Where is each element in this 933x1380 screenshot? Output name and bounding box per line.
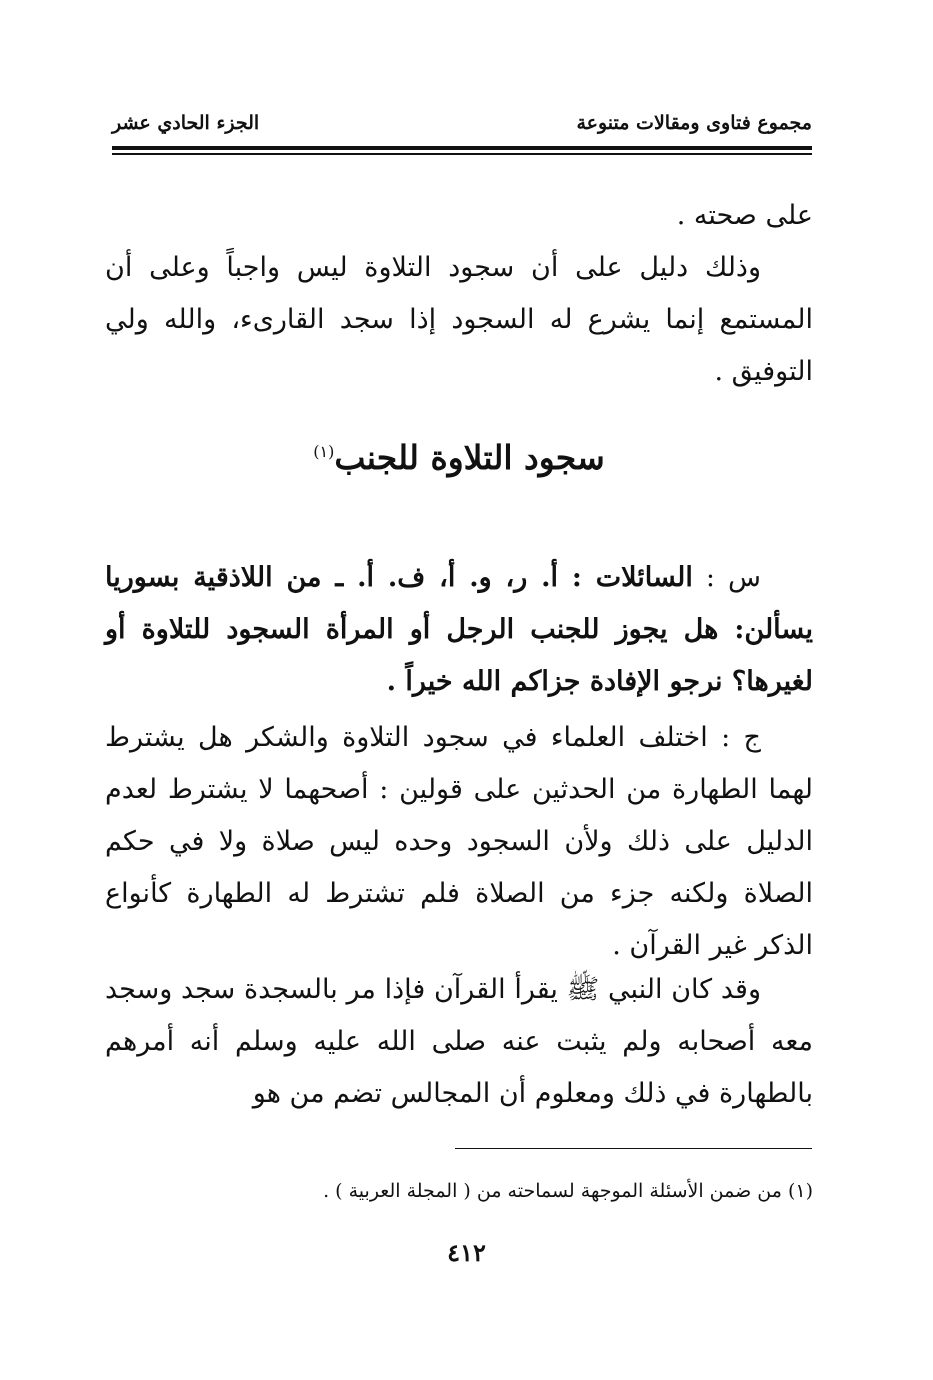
- paragraph-continuation: على صحته .: [676, 200, 813, 231]
- footnote-ref: (١): [313, 442, 335, 461]
- answer-block: [105, 712, 813, 972]
- question-block: [105, 552, 813, 708]
- volume-label: الجزء الحادي عشر: [112, 112, 260, 134]
- paragraph-prophet: وقد كان النبي ﷺ يقرأ القرآن فإذا مر بالسجدة سجد وسجد معه أصحابه ولم يثبت عنه صلى الله عليه وسلم أنه أمرهم بالطهارة في ذلك ومعلوم أن المجالس تضم من هو: [105, 974, 813, 1109]
- header-rule-thick: [112, 146, 812, 150]
- section-title-text: سجود التلاوة للجنب: [334, 438, 605, 477]
- footnote: (١) من ضمن الأسئلة الموجهة لسماحته من ( المجلة العربية ) .: [323, 1180, 813, 1202]
- section-title: [105, 438, 813, 477]
- header-rule-thin: [112, 153, 812, 155]
- footnote-separator: [455, 1148, 812, 1149]
- book-title: مجموع فتاوى ومقالات متنوعة: [576, 112, 812, 134]
- question-text: السائلات : أ. ر، و. أ، ف. أ. ـ من اللاذقية بسوريا يسألن: هل يجوز للجنب الرجل أو المرأة السجود للتلاوة أو لغيرها؟ نرجو الإفادة جزاكم الله خيراً .: [105, 562, 813, 697]
- question-paragraph: [105, 552, 813, 708]
- answer-paragraph: ج : اختلف العلماء في سجود التلاوة والشكر هل يشترط لهما الطهارة من الحدثين على قولين : أصحهما لا يشترط لعدم الدليل على ذلك ولأن السجود وحده ليس صلاة ولا في حكم الصلاة ولكنه جزء من الصلاة فلم تشترط له الطهارة كأنواع الذكر غير القرآن .: [105, 722, 813, 961]
- paragraph-conclusion: وذلك دليل على أن سجود التلاوة ليس واجباً وعلى أن المستمع إنما يشرع له السجود إذا سجد القارىء، والله ولي التوفيق .: [105, 252, 813, 387]
- question-prefix: س :: [705, 562, 761, 593]
- continuation-block: [105, 964, 813, 1120]
- page-number: ٤١٢: [447, 1238, 486, 1267]
- intro-text: [105, 190, 813, 398]
